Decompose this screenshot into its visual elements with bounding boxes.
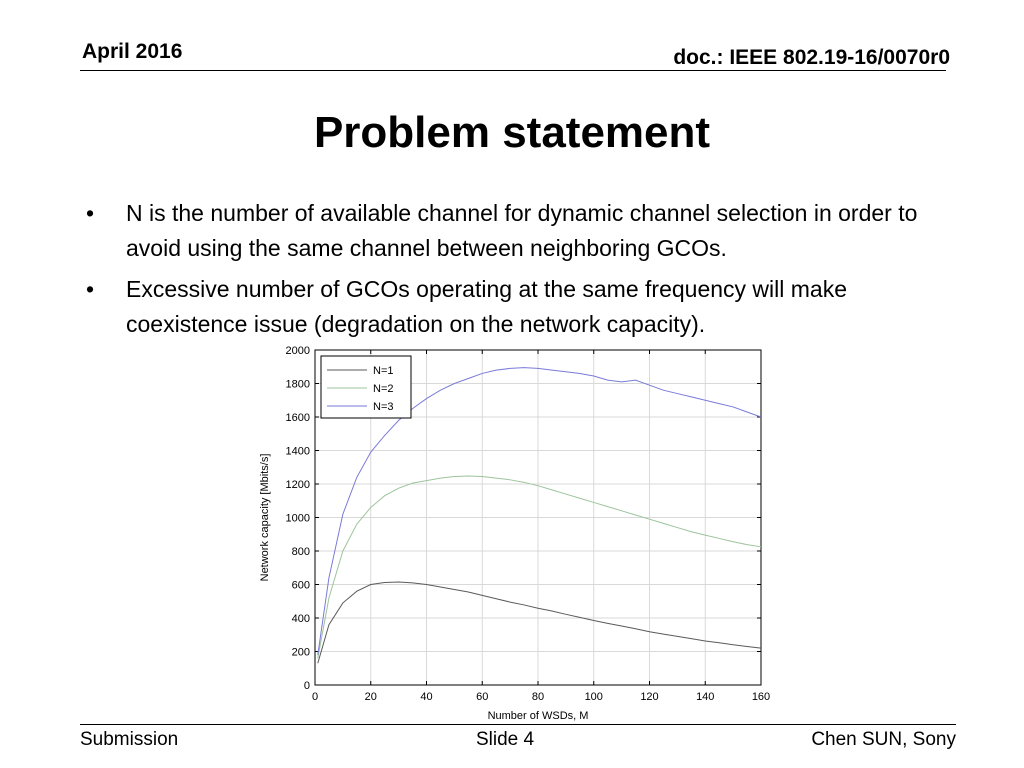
x-tick-label: 60 bbox=[476, 691, 489, 703]
x-tick-label: 0 bbox=[311, 691, 319, 703]
legend-box bbox=[321, 356, 411, 418]
footer-submission: Submission bbox=[80, 729, 179, 750]
x-tick-label: 100 bbox=[584, 691, 603, 703]
legend-label: N=1 bbox=[373, 365, 394, 377]
y-tick-label: 400 bbox=[291, 613, 310, 625]
bullet-text: N is the number of available channel for dynamic channel selection in order to avoid using the same channel between neighboring GCOs. bbox=[126, 200, 918, 261]
footer-slide-number: Slide 4 bbox=[476, 729, 535, 750]
y-tick-label: 800 bbox=[291, 546, 310, 558]
series-line-n-2 bbox=[318, 476, 761, 658]
y-tick-label: 1600 bbox=[285, 412, 310, 424]
x-tick-label: 140 bbox=[696, 691, 715, 703]
footer-author: Chen SUN, Sony bbox=[811, 729, 956, 750]
legend-label: N=3 bbox=[373, 401, 394, 413]
footer-divider bbox=[80, 724, 956, 725]
network-capacity-chart bbox=[255, 340, 785, 725]
y-axis-label: Network capacity [Mbits/s] bbox=[259, 453, 271, 582]
bullet-dot-icon: • bbox=[86, 276, 95, 302]
header-date: April 2016 bbox=[82, 40, 183, 63]
x-tick-label: 20 bbox=[364, 691, 377, 703]
x-tick-label: 160 bbox=[751, 691, 771, 703]
y-tick-label: 0 bbox=[303, 680, 310, 692]
header-divider bbox=[80, 70, 946, 71]
bullet-dot-icon: • bbox=[86, 200, 95, 226]
legend-label: N=2 bbox=[373, 383, 394, 395]
x-tick-label: 40 bbox=[420, 691, 433, 703]
y-tick-label: 1200 bbox=[285, 479, 310, 491]
y-tick-label: 1800 bbox=[285, 378, 310, 391]
bullet-text: Excessive number of GCOs operating at the same frequency will make coexistence issue (degradation on the network capacity). bbox=[126, 276, 847, 337]
y-tick-label: 600 bbox=[291, 579, 310, 592]
x-axis-label: Number of WSDs, M bbox=[487, 710, 589, 722]
bullet-list bbox=[86, 196, 946, 348]
bullet-item bbox=[86, 196, 946, 266]
slide-title: Problem statement bbox=[313, 108, 711, 157]
y-tick-label: 1400 bbox=[285, 445, 310, 458]
x-tick-label: 80 bbox=[531, 691, 545, 703]
y-tick-label: 200 bbox=[291, 646, 310, 659]
x-tick-label: 120 bbox=[640, 691, 659, 703]
bullet-item bbox=[86, 272, 946, 342]
y-tick-label: 2000 bbox=[285, 345, 310, 357]
y-tick-label: 1000 bbox=[285, 512, 310, 525]
header-doc-id: doc.: IEEE 802.19-16/0070r0 bbox=[673, 46, 950, 69]
